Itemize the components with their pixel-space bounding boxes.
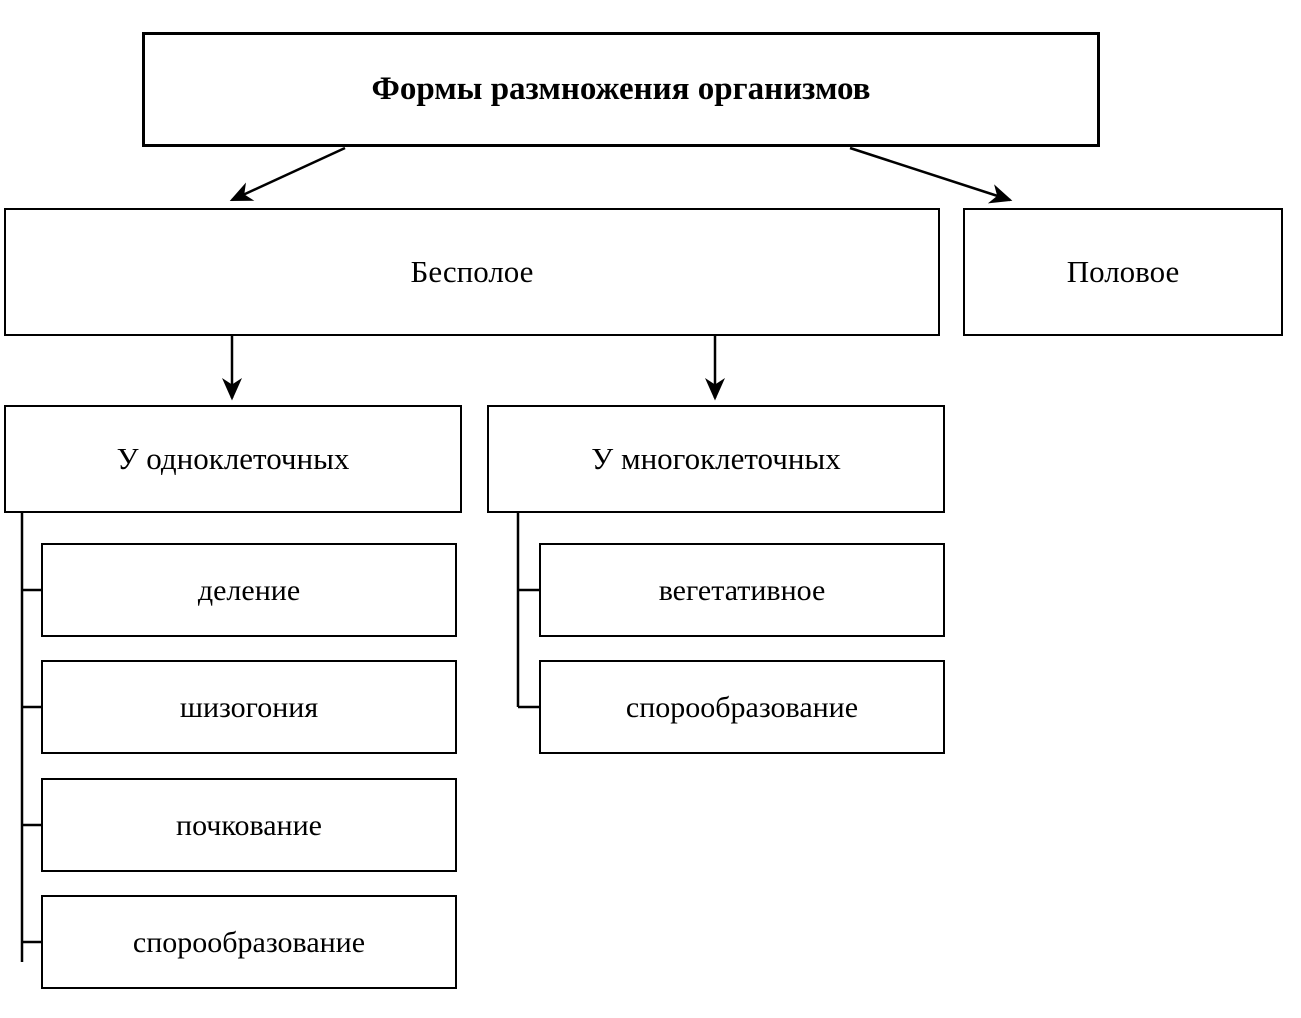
node-unicellular-item-budding: [41, 778, 457, 872]
node-unicellular-item-division: [41, 543, 457, 637]
node-unicellular: [4, 405, 462, 513]
node-multicellular-label: У многоклеточных: [591, 440, 841, 476]
node-label: спорообразование: [132, 925, 366, 959]
node-label: вегетативное: [658, 573, 826, 607]
node-multicellular: [487, 405, 945, 513]
node-label: спорообразование: [625, 690, 859, 724]
node-multicellular-item-sporulation: [539, 660, 945, 754]
node-unicellular-item-sporulation: [41, 895, 457, 989]
node-title-label: Формы размножения организмов: [371, 71, 871, 108]
node-label: деление: [197, 573, 301, 607]
node-asexual-label: Бесполое: [410, 253, 534, 289]
node-unicellular-label: У одноклеточных: [116, 440, 350, 476]
node-title: [142, 32, 1100, 147]
node-label: шизогония: [179, 690, 319, 724]
node-unicellular-item-schizogony: [41, 660, 457, 754]
node-sexual-label: Половое: [1066, 253, 1180, 289]
node-sexual: [963, 208, 1283, 336]
node-multicellular-item-vegetative: [539, 543, 945, 637]
node-asexual: [4, 208, 940, 336]
node-label: почкование: [176, 808, 322, 842]
